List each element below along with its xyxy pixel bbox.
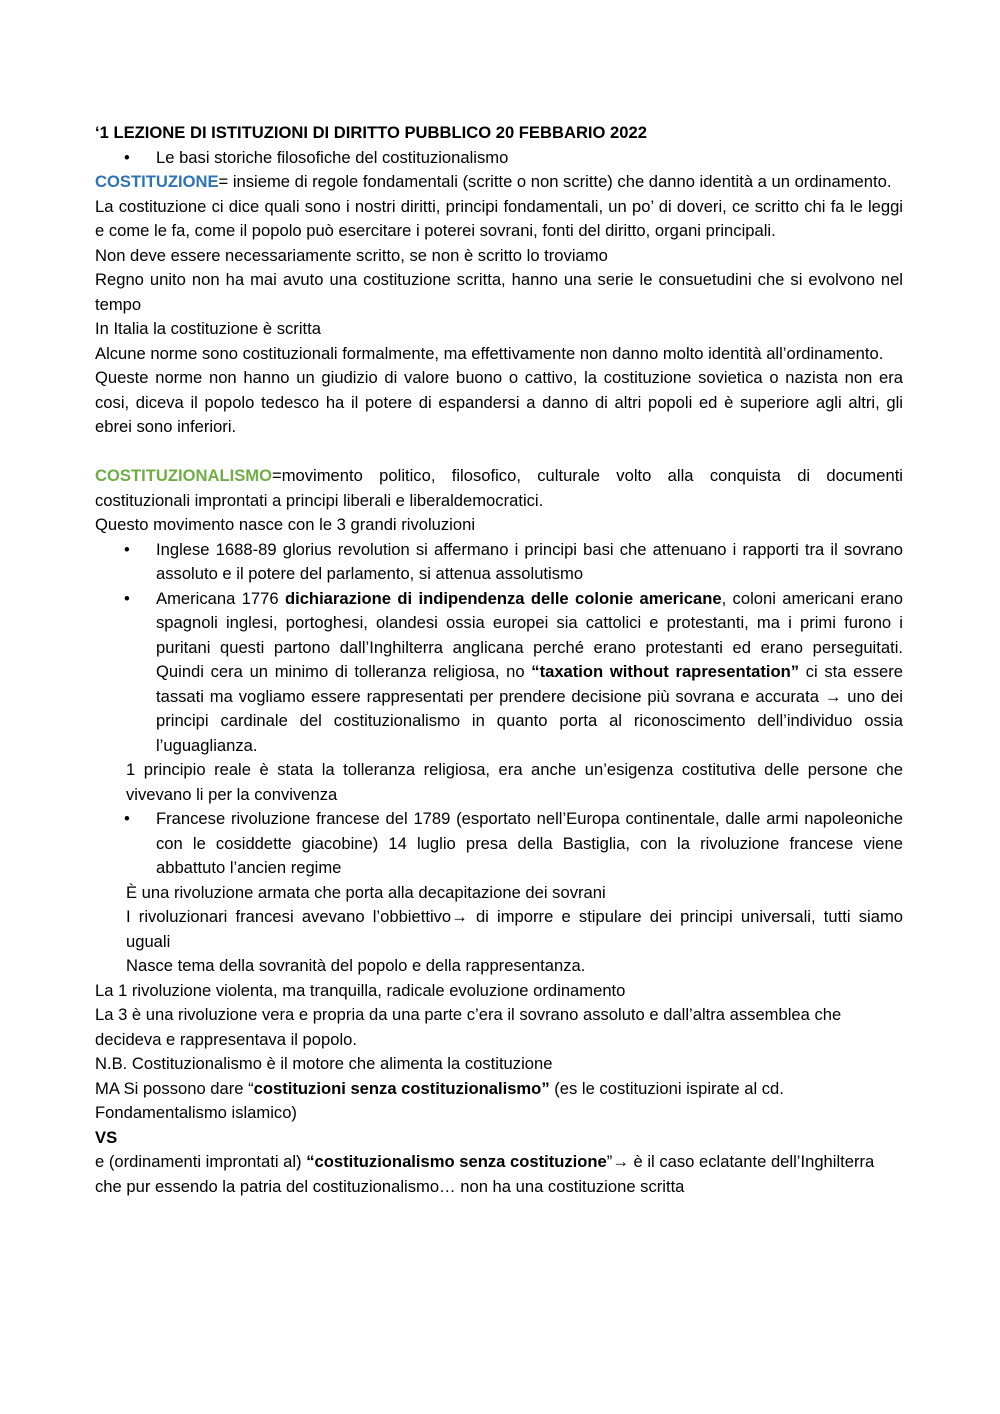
- closing-line: e (ordinamenti improntati al) “costituzionalismo senza costituzione”→ è il caso eclatante dell’Inghilterra che pur essendo la patria del costituzionalismo… non ha una costituzione scritta: [95, 1152, 875, 1196]
- paragraph: Non deve essere necessariamente scritto, se non è scritto lo troviamo: [95, 245, 608, 265]
- americana-note: 1 principio reale è stata la tolleranza religiosa, era anche un’esigenza costitutiva delle persone che vivevano li per la convivenza: [126, 760, 903, 804]
- paragraph: In Italia la costituzione è scritta: [95, 319, 321, 338]
- page-title: ‘1 LEZIONE DI ISTITUZIONI DI DIRITTO PUBBLICO 20 FEBBARIO 2022: [95, 123, 647, 142]
- vs-label: VS: [95, 1127, 118, 1147]
- paragraph: La costituzione ci dice quali sono i nostri diritti, principi fondamentali, un po’ di doveri, ce scritto chi fa le leggi e come le fa, come il popolo può esercitare i poterei sovrani, fonti del diritto, organi principali.: [95, 196, 903, 240]
- closing-line: N.B. Costituzionalismo è il motore che alimenta la costituzione: [95, 1054, 553, 1073]
- costituzionalismo-term: COSTITUZIONALISMO: [95, 466, 272, 485]
- paragraph: Alcune norme sono costituzionali formalmente, ma effettivamente non danno molto identità all’ordinamento.: [95, 343, 884, 363]
- closing-line: La 1 rivoluzione violenta, ma tranquilla, radicale evoluzione ordinamento: [95, 980, 626, 1000]
- paragraph: Queste norme non hanno un giudizio di valore buono o cattivo, la costituzione sovietica o nazista non era cosi, diceva il popolo tedesco ha il potere di espandersi a danno di altri popoli ed è superiore agli altri, gli ebrei sono inferiori.: [95, 368, 903, 436]
- bullet-francese: • Francese rivoluzione francese del 1789 (esportato nell’Europa continentale, dalle armi napoleoniche con le cosiddette giacobine) 14 luglio presa della Bastiglia, con la rivoluzione francese viene abbattuto l’ancien regime: [95, 807, 903, 881]
- costituzionalismo-definition: COSTITUZIONALISMO=movimento politico, filosofico, culturale volto alla conquista di documenti costituzionali improntati a principi liberali e liberaldemocratici.: [95, 466, 903, 510]
- blank-line: [95, 440, 903, 465]
- closing-line: MA Si possono dare “costituzioni senza costituzionalismo” (es le costituzioni ispirate al cd. Fondamentalismo islamico): [95, 1078, 784, 1122]
- arrow-right-icon: →: [612, 1152, 629, 1171]
- revolutions-intro: Questo movimento nasce con le 3 grandi rivoluzioni: [95, 515, 476, 534]
- costituzione-definition: COSTITUZIONE= insieme di regole fondamentali (scritte o non scritte) che danno identità a un ordinamento.: [95, 172, 892, 191]
- arrow-right-icon: →: [451, 907, 468, 926]
- closing-line: La 3 è una rivoluzione vera e propria da una parte c’era il sovrano assoluto e dall’altra assemblea che decideva e rappresentava il popolo.: [95, 1005, 842, 1049]
- costituzione-term: COSTITUZIONE: [95, 172, 219, 191]
- bullet-americana: • Americana 1776 dichiarazione di indipendenza delle colonie americane, coloni americani erano spagnoli inglesi, portoghesi, olandesi ossia europei sia cattolici e protestanti, ma i primi furono i puritani questi partono dall’Inghilterra anglicana perché erano protestanti ed erano perseguitati. Quindi cera un minimo di tolleranza religiosa, no “taxation without rapresentation” ci sta essere tassati ma vogliamo essere rappresentati per prendere decisione più sovrana e accurata → uno dei principi cardinale del costituzionalismo in quanto porta al riconoscimento dell’individuo ossia l’uguaglianza.: [95, 587, 903, 759]
- francese-note: I rivoluzionari francesi avevano l’obbiettivo→ di imporre e stipulare dei principi universali, tutti siamo uguali: [126, 907, 903, 951]
- francese-note: Nasce tema della sovranità del popolo e della rappresentanza.: [126, 956, 586, 975]
- bullet-inglese: • Inglese 1688-89 glorius revolution si affermano i principi basi che attenuano i rapporti tra il sovrano assoluto e il potere del parlamento, si attenua assolutismo: [95, 538, 903, 587]
- document-page: [95, 121, 903, 1199]
- paragraph: Regno unito non ha mai avuto una costituzione scritta, hanno una serie le consuetudini che si evolvono nel tempo: [95, 270, 903, 314]
- francese-note: È una rivoluzione armata che porta alla decapitazione dei sovrani: [126, 882, 606, 902]
- intro-bullet: • Le basi storiche filosofiche del costituzionalismo: [95, 146, 903, 171]
- arrow-right-icon: →: [824, 686, 842, 706]
